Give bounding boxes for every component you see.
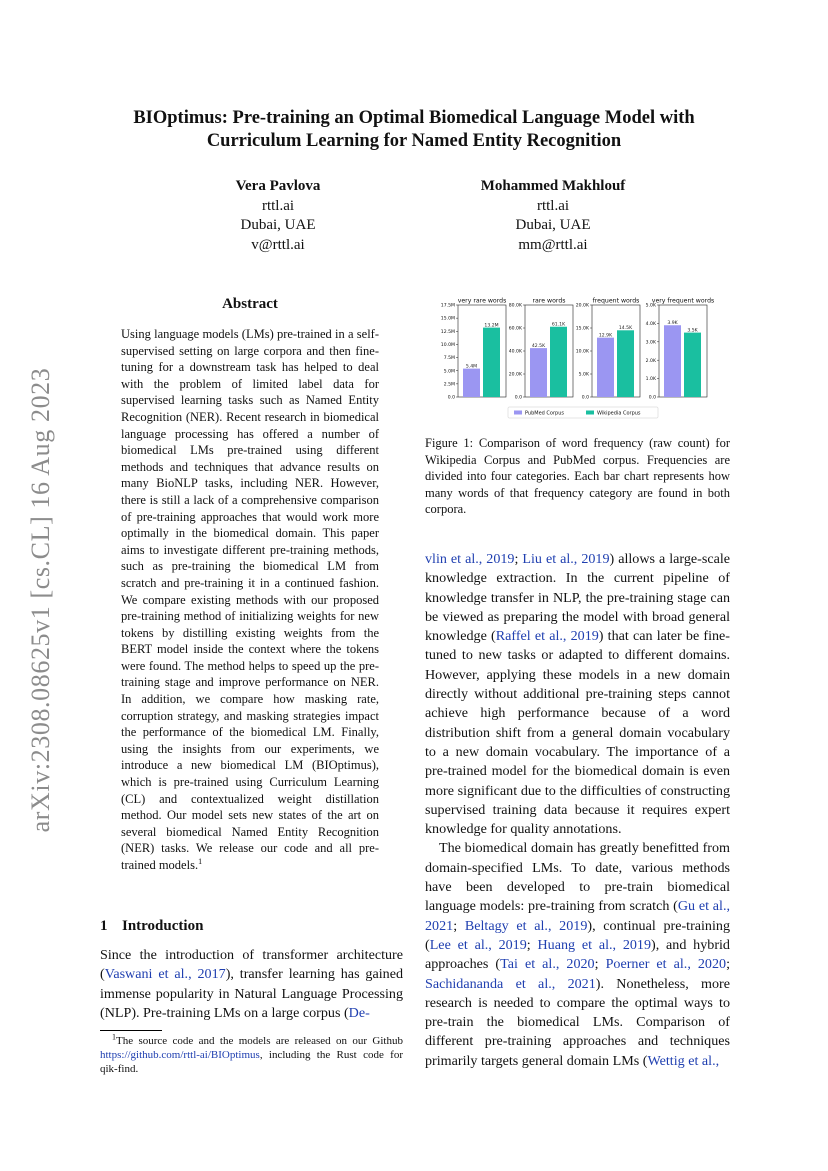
- text-run: , including the Rust code for qik-find.: [100, 1049, 403, 1075]
- text-run: ) that can later be fine-tuned to new tasks or adapted to different domains. However, applying these models in a new domain directly without additional pre-training steps cannot achieve high performance because of a word distribution shift from a general domain vocabulary to a new domain vocabulary. The importance of a pre-trained model for the biomedical domain is even more significant due to the difficulties of constructing supervised training data because it requires expert knowledge for quality annotations.: [425, 628, 731, 838]
- bar: [684, 333, 701, 397]
- paper-title: [90, 107, 738, 153]
- text-run: ;: [514, 551, 523, 567]
- citation-link[interactable]: Tai et al., 2020: [500, 956, 595, 973]
- y-tick-label: 0.0: [447, 395, 455, 401]
- section-number: 1: [100, 918, 108, 934]
- text-run: ), and hybrid approaches (: [425, 936, 730, 973]
- y-tick-label: 12.5M: [440, 329, 455, 335]
- abstract-heading: Abstract: [222, 296, 278, 312]
- text-run: ) allows a large-scale knowledge extraction. In the current pipeline of knowledge transfer in NLP, the pre-training stage can be viewed as preparing the model with broad general knowledge (: [425, 551, 731, 645]
- abstract-text: Using language models (LMs) pre-trained in a self-supervised setting on large corpora and then fine-tuning for a downstream task has helped to deal with the problem of limited label data for supervised learning tasks such as Named Entity Recognition (NER). Recent research in biomedical language processing has offered a number of biomedical LMs pre-trained using different methods and techniques that advance results on many BioNLP tasks, including NER. However, there is still a lack of a comprehensive comparison of pre-training approaches that would work more optimally in the biomedical domain. This paper aims to investigate different pre-training methods, such as pre-training the biomedical LM from scratch and pre-training it in a continued fashion. We compare existing methods with our proposed pre-training method of initializing weights for new tokens by distilling existing weights from the BERT model inside the context where the tokens were found. The method helps to speed up the pre-training stage and improve performance on NER. In addition, we compare how masking rate, corruption strategy, and masking strategies impact the performance of the biomedical LM. Finally, using the insights from our experiments, we introduce a new biomedical LM (BIOptimus), which is pre-trained using Curriculum Learning (CL) and contextualized weight distillation method. Our model sets new states of the art on several biomedical Named Entity Recognition (NER) tasks. We release our code and all pre-trained models.: [121, 327, 379, 872]
- bar-value-label: 13.2M: [484, 323, 499, 329]
- right-column-text: [425, 550, 730, 1071]
- title-line-1: BIOptimus: Pre-training an Optimal Biomedical Language Model with: [133, 108, 695, 128]
- citation-link[interactable]: De-: [348, 1004, 370, 1021]
- bar: [463, 369, 480, 397]
- y-tick-label: 10.0M: [440, 343, 455, 349]
- arxiv-identifier: arXiv:2308.08625v1 [cs.CL] 16 Aug 2023: [26, 367, 55, 833]
- bar: [597, 338, 614, 397]
- y-tick-label: 0.0: [581, 395, 589, 401]
- footnote-marker: 1: [198, 856, 203, 866]
- y-tick-label: 1.0K: [645, 377, 656, 383]
- y-tick-label: 3.0K: [645, 340, 656, 346]
- author-name: Mohammed Makhlouf: [480, 178, 626, 194]
- y-tick-label: 2.5M: [443, 382, 455, 388]
- panel-title: frequent words: [592, 297, 640, 305]
- bar-value-label: 42.5K: [531, 343, 546, 349]
- bar-value-label: 3.9K: [667, 321, 678, 327]
- abstract-body: [121, 326, 379, 874]
- y-tick-label: 4.0K: [645, 322, 656, 327]
- citation-link[interactable]: vlin et al., 2019: [425, 551, 515, 567]
- author-affiliation: rttl.ai: [261, 197, 295, 214]
- y-tick-label: 10.0K: [575, 349, 589, 355]
- bar-value-label: 5.4M: [465, 364, 478, 370]
- citation-link[interactable]: Raffel et al., 2019: [495, 628, 599, 645]
- citation-link[interactable]: Vaswani et al., 2017: [104, 966, 226, 983]
- bar: [530, 348, 547, 397]
- paragraph: [425, 550, 730, 839]
- y-tick-label: 17.5M: [440, 303, 455, 309]
- word-frequency-chart: [440, 295, 715, 420]
- y-tick-label: 0.0: [514, 395, 522, 401]
- citation-link[interactable]: Wettig et al.,: [647, 1052, 720, 1069]
- author-email: v@rttl.ai: [251, 236, 305, 253]
- author-email: mm@rttl.ai: [518, 236, 588, 253]
- section-title: Introduction: [122, 918, 204, 934]
- bar: [617, 330, 634, 397]
- bar-value-label: 61.1K: [551, 322, 566, 328]
- introduction-paragraph: [100, 946, 403, 1023]
- title-line-2: Curriculum Learning for Named Entity Recognition: [206, 131, 622, 151]
- panel-title: very rare words: [457, 297, 507, 305]
- legend-swatch: [514, 411, 522, 415]
- y-tick-label: 60.0K: [508, 326, 522, 332]
- text-run: The biomedical domain has greatly benefitted from domain-specified LMs. To date, various methods have been developed to pre-train biomedical language models: pre-training from scratch (: [425, 840, 730, 915]
- text-run: ), continual pre-training (: [425, 917, 730, 953]
- author-block-1: [178, 177, 378, 255]
- panel-title: rare words: [532, 297, 566, 305]
- author-block-2: [453, 177, 653, 255]
- footnote-number: 1: [112, 1032, 116, 1042]
- text-run: ). Nonetheless, more research is needed to compare the optimal ways to pre-train the biomedical LMs. Comparison of different pre-training approaches and techniques primarily targets general domain LMs (: [425, 975, 730, 1069]
- y-tick-label: 2.0K: [645, 358, 656, 364]
- footnote: [100, 1034, 403, 1076]
- y-tick-label: 20.0K: [508, 372, 522, 378]
- footnote-rule: [100, 1030, 162, 1031]
- bar-value-label: 14.5K: [618, 326, 633, 332]
- figure-caption: Figure 1: Comparison of word frequency (raw count) for Wikipedia Corpus and PubMed corpus. Frequencies are divided into four categories. Each bar chart represents how many words of that frequency category are found in both corpora.: [425, 436, 730, 517]
- y-tick-label: 7.5M: [443, 356, 455, 362]
- text-run: ), transfer learning has gained immense popularity in Natural Language Processing (NLP). Pre-training LMs on a large corpus (: [100, 966, 403, 1021]
- text-run: ;: [726, 956, 730, 973]
- bar-value-label: 3.5K: [687, 328, 698, 334]
- bar: [550, 327, 567, 397]
- y-tick-label: 80.0K: [508, 303, 522, 309]
- citation-link[interactable]: Liu et al., 2019: [522, 551, 610, 567]
- y-tick-label: 5.0M: [443, 369, 455, 375]
- paragraph: [425, 839, 730, 1071]
- text-run: ;: [594, 956, 606, 973]
- text-run: The source code and the models are released on our Github: [116, 1035, 403, 1047]
- y-tick-label: 5.0K: [645, 303, 656, 309]
- citation-link[interactable]: Gu et al., 2021: [425, 898, 730, 934]
- y-tick-label: 15.0K: [575, 326, 589, 332]
- citation-link[interactable]: Huang et al., 2019: [537, 936, 652, 953]
- author-location: Dubai, UAE: [515, 217, 591, 233]
- y-tick-label: 15.0M: [440, 316, 455, 322]
- bar: [483, 328, 500, 397]
- citation-link[interactable]: Lee et al., 2019: [429, 936, 527, 953]
- citation-link[interactable]: Beltagy et al., 2019: [464, 917, 588, 934]
- legend-label: Wikipedia Corpus: [597, 410, 641, 417]
- y-tick-label: 5.0K: [578, 372, 589, 378]
- y-tick-label: 0.0: [648, 395, 656, 401]
- section-heading-introduction: [100, 918, 203, 935]
- y-tick-label: 20.0K: [575, 303, 589, 309]
- citation-link[interactable]: Poerner et al., 2020: [605, 956, 727, 973]
- citation-link[interactable]: Sachidananda et al., 2021: [425, 975, 596, 992]
- author-location: Dubai, UAE: [240, 217, 316, 233]
- author-affiliation: rttl.ai: [536, 197, 570, 214]
- panel-title: very frequent words: [651, 297, 715, 305]
- author-name: Vera Pavlova: [235, 178, 321, 194]
- y-tick-label: 40.0K: [508, 349, 522, 355]
- text-run: ;: [453, 917, 465, 934]
- text-run: Since the introduction of transformer architecture (: [100, 947, 403, 983]
- legend-swatch: [586, 411, 594, 415]
- bar: [664, 325, 681, 397]
- legend-label: PubMed Corpus: [525, 410, 564, 417]
- bar-value-label: 12.9K: [598, 333, 613, 339]
- text-run: ;: [526, 936, 538, 953]
- github-link[interactable]: https://github.com/rttl-ai/BIOptimus: [100, 1049, 260, 1061]
